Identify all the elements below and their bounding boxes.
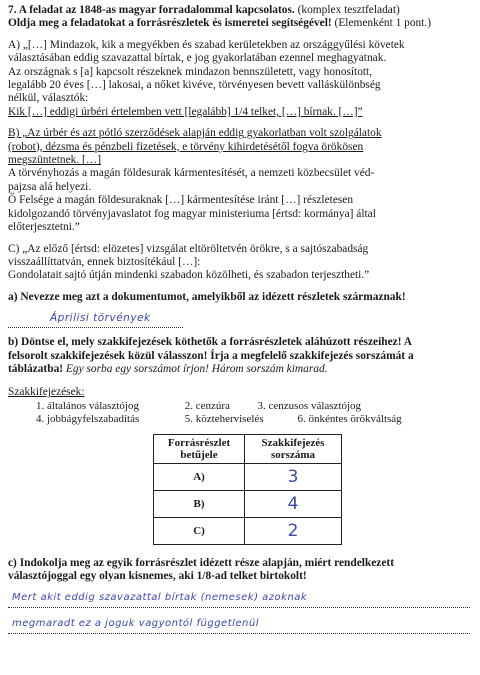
question-c [8, 557, 470, 584]
question-a: a) Nevezze meg azt a dokumentumot, amelyikből az idézett részletek származnak! [8, 290, 406, 303]
row-answer-cell[interactable]: 2 [245, 517, 342, 544]
row-answer-cell[interactable]: 4 [245, 490, 342, 517]
question-b-line: b) Döntse el, mely szakkifejezések köthetők a forrásrészletek aláhúzott részeihez! A [8, 336, 412, 349]
source-b-line: pajzsa alá helyezi. [8, 180, 92, 193]
question-c-line: c) Indokolja meg az egyik forrásrészlet idézett része alapján, miért rendelkezett [8, 556, 394, 569]
row-letter: A) [154, 463, 245, 490]
answer-table [153, 434, 342, 545]
answer-table-col1-header: Forrásrészlet betűjele [154, 434, 245, 463]
answer-table-col2-header: Szakkifejezés sorszáma [245, 434, 342, 463]
source-c-line: Gondolatait sajtó útján mindenki szabadon közölheti, és szabadon terjesztheti.” [8, 269, 370, 282]
term-item: 3. cenzusos választójog [257, 399, 362, 412]
task-instruction [8, 17, 470, 30]
answer-c-field-1[interactable] [8, 592, 470, 608]
answer-table-header [154, 434, 342, 463]
source-c-line: C) „Az előző [értsd: elözetes] vizsgálat eltöröltetvén örökre, s a sajtószabadság [8, 242, 369, 255]
source-b-line: előterjesztetni.” [8, 221, 80, 234]
source-a-line: nélkül, választók: [8, 92, 89, 105]
answer-c-handwriting-1: Mert akit eddig szavazattal bírtak (nemesek) azoknak [12, 591, 308, 603]
source-c-line: visszaállíttatván, ennek biztosítékául […]: [8, 255, 201, 268]
source-a-underlined-line: Kik […] eddigi úrbéri értelemben vett [legalább] 1/4 telket, […] bírnak. […]” [8, 105, 363, 118]
question-b-italic: Egy sorba egy sorszámot írjon! Három sorszám kimarad. [65, 362, 328, 375]
source-b [8, 127, 470, 234]
terms-label: Szakkifejezések: [8, 386, 85, 399]
task-instruction-text: Oldja meg a feladatokat a forrásrészletek és ismeretei segítségével! [8, 17, 332, 30]
answer-a-handwriting: Áprilisi törvények [50, 312, 151, 325]
answer-a-field[interactable] [8, 312, 183, 328]
source-a-line: Az országnak s [a] kapcsolt részeknek mindazon bennszületett, vagy honosított, [8, 65, 373, 78]
table-row [154, 517, 342, 544]
source-a-line: legalább 20 éves […] lakosai, a nőket kivéve, törvényesen bevett valláskülönbség [8, 79, 381, 92]
source-b-underlined-line: (robot), dézsma és pénzbeli fizetések, e törvény kihirdetésétől fogva örökösen [8, 140, 364, 153]
question-b-bold: táblázatba! [8, 362, 64, 375]
task-title-text: 7. A feladat az 1848-as magyar forradalommal kapcsolatos. [8, 4, 295, 16]
source-b-underlined-line: megszüntetnek. […] [8, 154, 101, 167]
table-row [154, 463, 342, 490]
spacer [8, 426, 470, 434]
source-a-line: választásában eddig szavazattal bírtak, e jog gyakorlatában ezennel meghagyatnak. [8, 52, 387, 65]
terms-list [36, 400, 470, 426]
source-b-underlined-line: B) „Az úrbér és azt pótló szerződések alapján eddig gyakorlatban volt szolgálatok [8, 127, 382, 140]
question-b-line: felsorolt szakkifejezések közül válasszon! Írja a megfelelő szakkifejezés sorszámát a [8, 349, 414, 362]
question-c-line: választójoggal egy olyan kisnemes, aki 1/8-ad telket birtokolt! [8, 570, 307, 583]
term-item: 4. jobbágyfelszabadítás [36, 412, 140, 425]
task-title [8, 4, 470, 17]
row-letter: C) [154, 517, 245, 544]
answer-c-field-2[interactable] [8, 618, 470, 634]
source-c [8, 243, 470, 283]
task-instruction-note: (Elemenként 1 pont.) [334, 17, 432, 30]
answer-c-handwriting-2: megmaradt ez a joguk vagyontól függetlenül [12, 617, 260, 629]
spacer [8, 376, 470, 386]
spacer [8, 545, 470, 557]
source-a [8, 39, 470, 119]
source-a-line: A) „[…] Mindazok, kik a megyékben és szabad kerületekben az országgyűlési követek [8, 38, 405, 51]
spacer [8, 328, 470, 336]
term-item: 2. cenzúra [184, 399, 230, 412]
term-item: 5. közteherviselés [184, 412, 264, 425]
term-item: 6. önkéntes örökváltság [297, 412, 402, 425]
table-row [154, 490, 342, 517]
spacer [8, 235, 470, 243]
spacer [8, 31, 470, 39]
source-b-line: kidolgozandó törvényjavaslatot fog magyar ministeriuma [értsd: kormánya] által [8, 207, 376, 220]
row-answer-cell[interactable]: 3 [245, 463, 342, 490]
question-b-line [8, 363, 470, 376]
term-item: 1. általános választójog [36, 399, 139, 412]
source-b-line: Ő Felsége a magán földesuraknak […] kármentesítése iránt […] részletesen [8, 194, 354, 207]
spacer [8, 283, 470, 291]
source-b-line: A törvényhozás a magán földesurak kármentesítését, a nemzeti közbecsület véd- [8, 167, 375, 180]
question-b [8, 336, 470, 376]
spacer [8, 119, 470, 127]
row-letter: B) [154, 490, 245, 517]
task-title-note: (komplex tesztfeladat) [297, 4, 400, 16]
